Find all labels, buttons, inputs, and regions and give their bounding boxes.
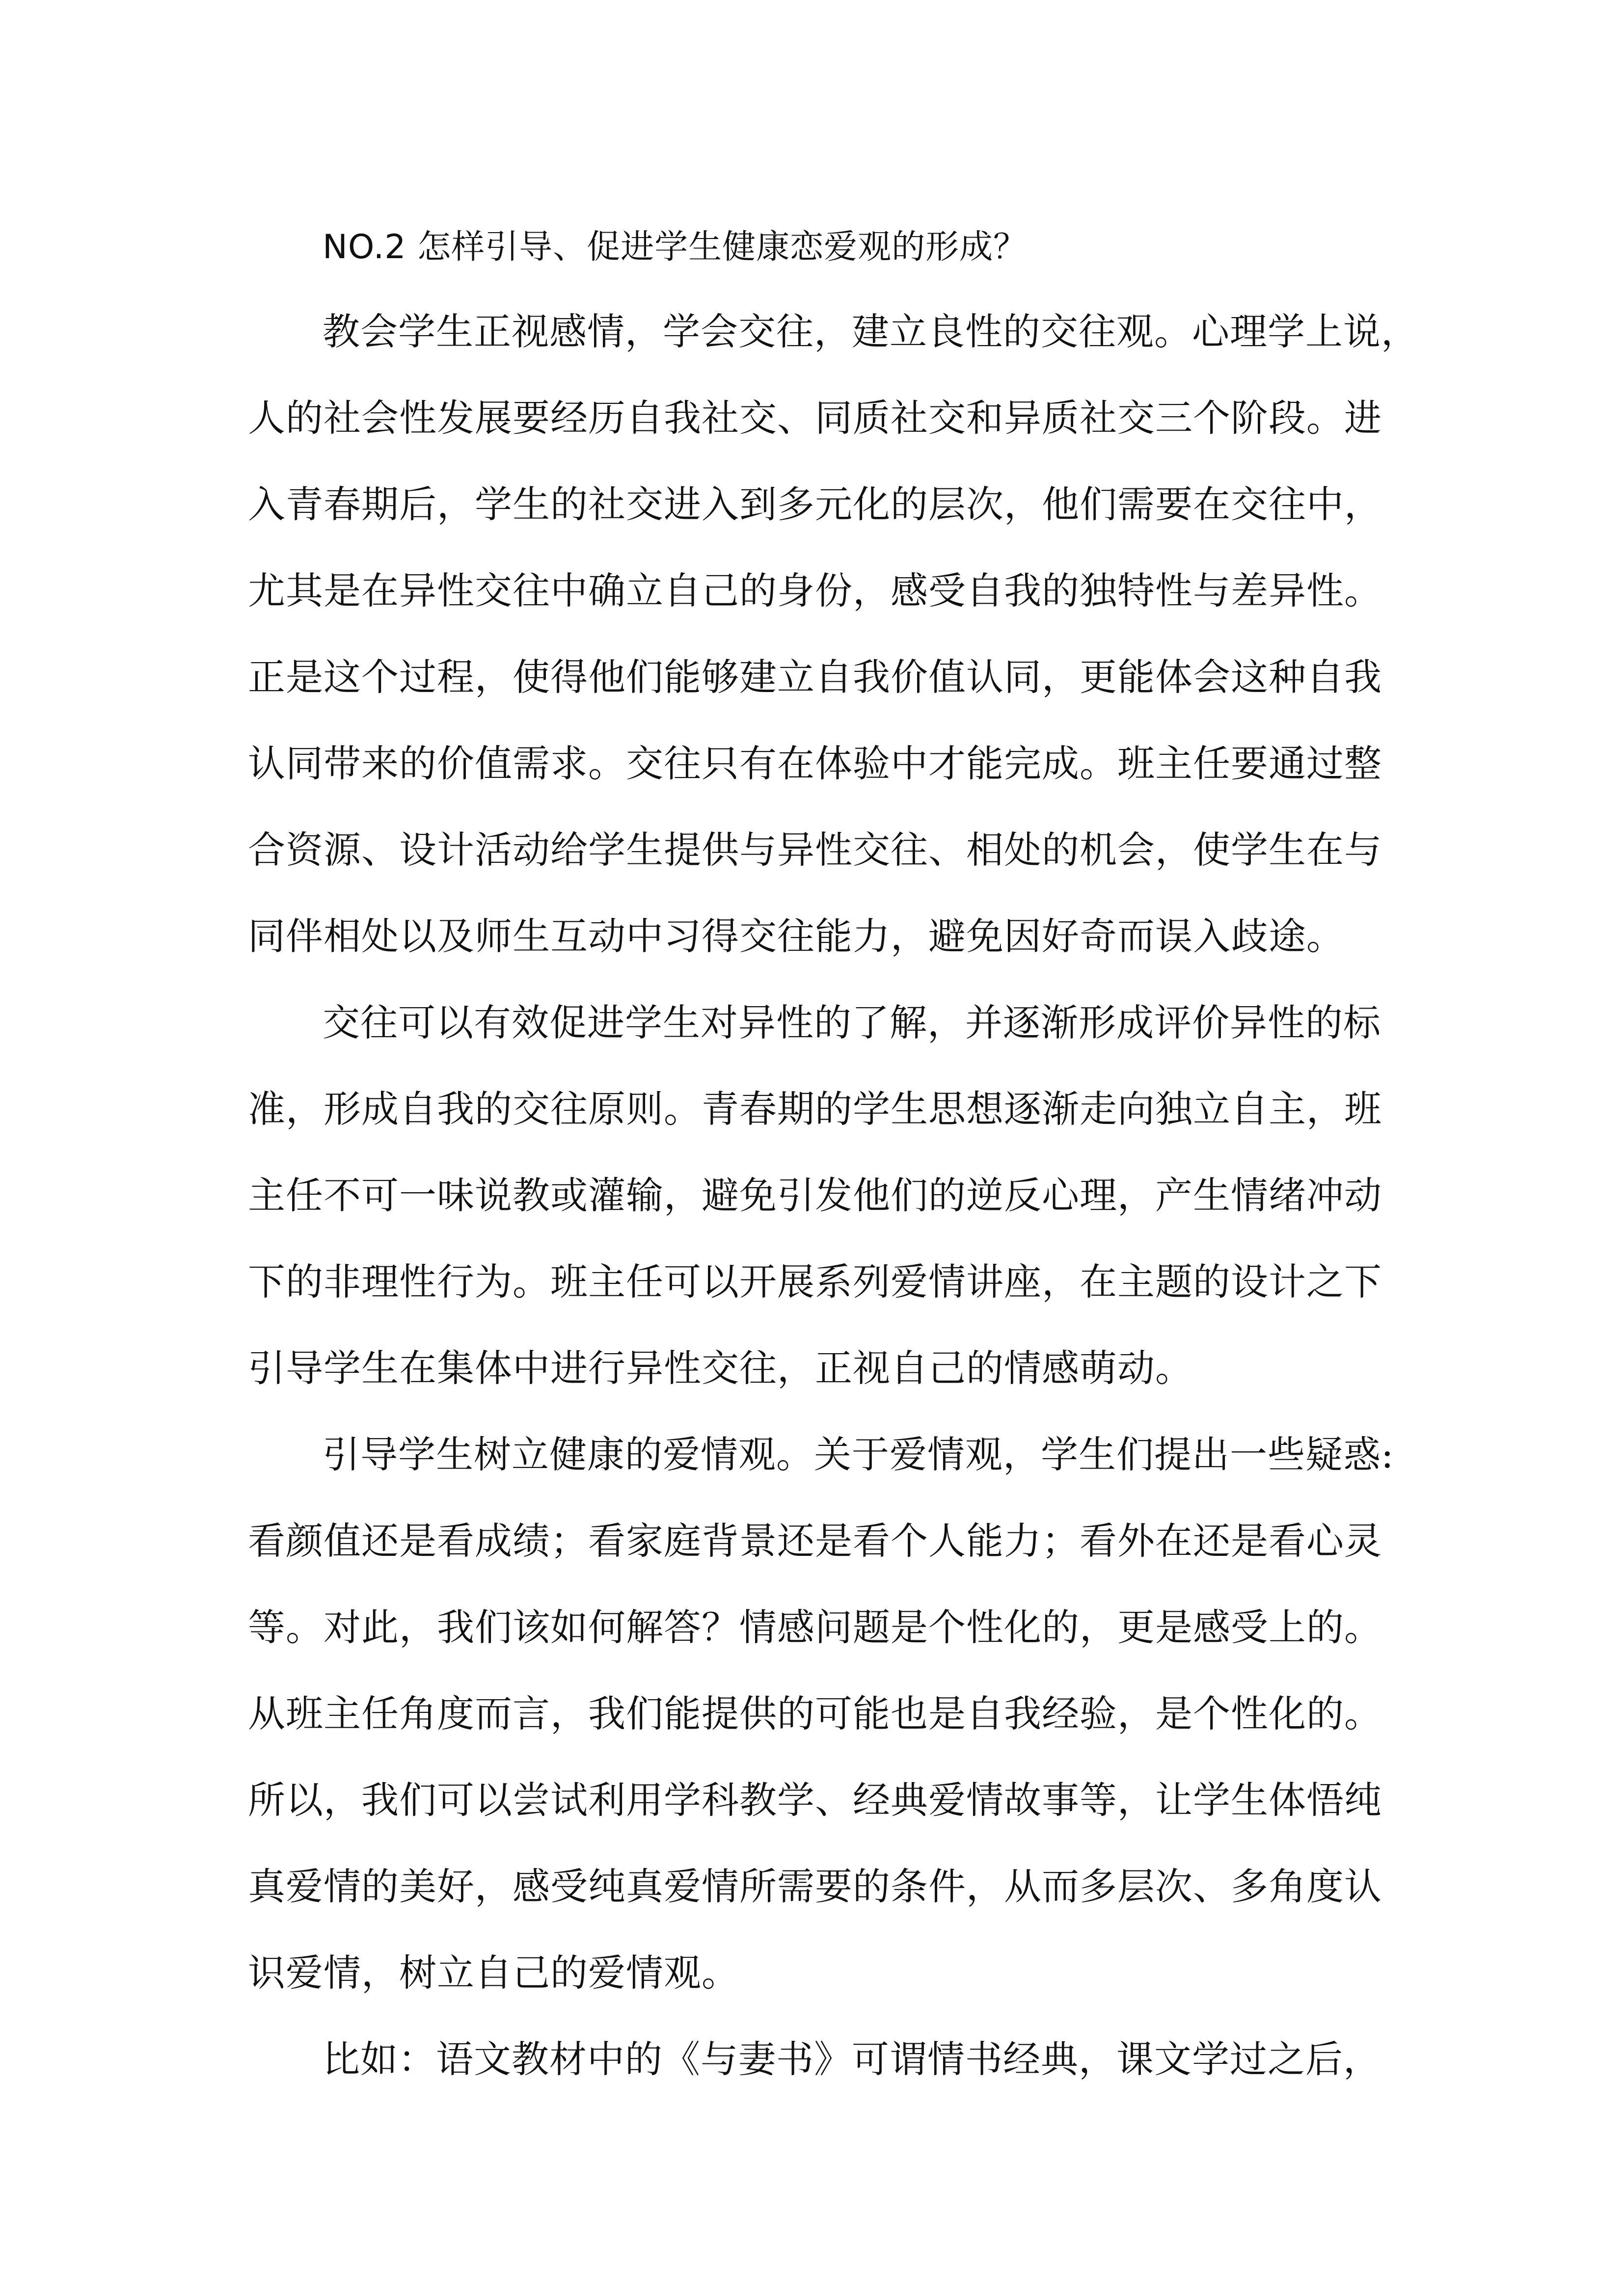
paragraph-line: 所以，我们可以尝试利用学科教学、经典爱情故事等，让学生体悟纯	[248, 1778, 1382, 1822]
paragraph-line: 识爱情，树立自己的爱情观。	[248, 1951, 739, 1995]
paragraph-line: 合资源、设计活动给学生提供与异性交往、相处的机会，使学生在与	[248, 828, 1382, 872]
paragraph-line: 认同带来的价值需求。交往只有在体验中才能完成。班主任要通过整	[248, 742, 1382, 785]
paragraph-line: 等。对此，我们该如何解答？情感问题是个性化的，更是感受上的。	[248, 1605, 1382, 1649]
paragraph-line: 引导学生在集体中进行异性交往，正视自己的情感萌动。	[248, 1346, 1193, 1390]
paragraph-line: 入青春期后，学生的社交进入到多元化的层次，他们需要在交往中，	[248, 482, 1382, 526]
paragraph-line: 引导学生树立健康的爱情观。关于爱情观，学生们提出一些疑惑:	[323, 1433, 1394, 1476]
paragraph-line: 主任不可一味说教或灌输，避免引发他们的逆反心理，产生情绪冲动	[248, 1174, 1382, 1217]
paragraph-line: 教会学生正视感情，学会交往，建立良性的交往观。心理学上说，	[323, 310, 1419, 353]
paragraph-1	[248, 289, 1419, 980]
paragraph-line: 交往可以有效促进学生对异性的了解，并逐渐形成评价异性的标	[323, 1001, 1381, 1044]
paragraph-line: 看颜值还是看成绩；看家庭背景还是看个人能力；看外在还是看心灵	[248, 1519, 1382, 1563]
section-heading-text: 怎样引导、促进学生健康恋爱观的形成？	[406, 228, 1028, 267]
paragraph-line: 下的非理性行为。班主任可以开展系列爱情讲座，在主题的设计之下	[248, 1260, 1382, 1304]
paragraph-line: 准，形成自我的交往原则。青春期的学生思想逐渐走向独立自主，班	[248, 1087, 1382, 1131]
paragraph-line: 尤其是在异性交往中确立自己的身份，感受自我的独特性与差异性。	[248, 569, 1382, 613]
paragraph-4	[248, 2016, 1392, 2103]
paragraph-2	[248, 980, 1392, 1412]
paragraph-line: 同伴相处以及师生互动中习得交往能力，避免因好奇而误入歧途。	[248, 914, 1344, 958]
section-heading-number: NO.2	[323, 228, 406, 267]
paragraph-line: 真爱情的美好，感受纯真爱情所需要的条件，从而多层次、多角度认	[248, 1865, 1382, 1908]
paragraph-3	[248, 1412, 1392, 2016]
paragraph-line: 比如：语文教材中的《与妻书》可谓情书经典，课文学过之后，	[323, 2037, 1381, 2081]
paragraph-line: 正是这个过程，使得他们能够建立自我价值认同，更能体会这种自我	[248, 655, 1382, 699]
paragraph-line: 从班主任角度而言，我们能提供的可能也是自我经验，是个性化的。	[248, 1692, 1382, 1735]
paragraph-line: 人的社会性发展要经历自我社交、同质社交和异质社交三个阶段。进	[248, 396, 1382, 440]
section-heading	[248, 206, 1392, 289]
document-body	[248, 206, 1419, 2103]
